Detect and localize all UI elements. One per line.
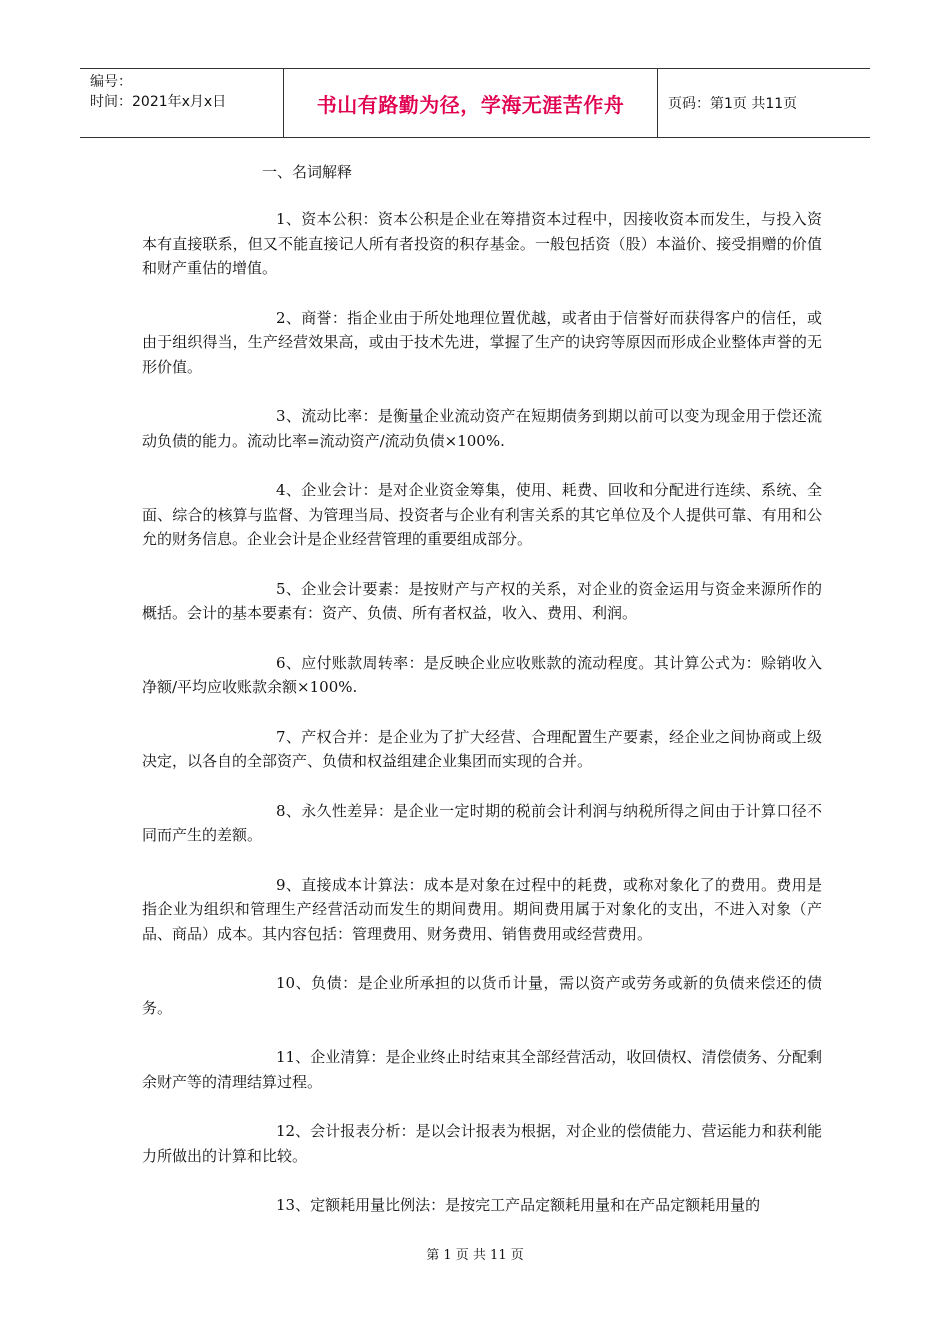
definition-paragraph: 5、企业会计要素：是按财产与产权的关系，对企业的资金运用与资金来源所作的概括。会计的基本要素有：资产、负债、所有者权益，收入、费用、利润。 bbox=[142, 579, 822, 622]
header-info-cell bbox=[80, 69, 284, 137]
definition-paragraph: 12、会计报表分析：是以会计报表为根据，对企业的偿债能力、营运能力和获利能力所做出的计算和比较。 bbox=[142, 1122, 822, 1165]
definition-paragraph: 3、流动比率：是衡量企业流动资产在短期债务到期以前可以变为现金用于偿还流动负债的能力。流动比率=流动资产/流动负债×100%. bbox=[142, 407, 822, 450]
definition-paragraph: 8、永久性差异：是企业一定时期的税前会计利润与纳税所得之间由于计算口径不同而产生的差额。 bbox=[142, 801, 822, 844]
definition-paragraph: 7、产权合并：是企业为了扩大经营、合理配置生产要素，经企业之间协商或上级决定，以各自的全部资产、负债和权益组建企业集团而实现的合并。 bbox=[142, 727, 822, 770]
motto-text: 书山有路勤为径，学海无涯苦作舟 bbox=[316, 92, 625, 117]
page-footer: 第 1 页 共 11 页 bbox=[426, 1248, 524, 1263]
document-date-label: 时间：2021年x月x日 bbox=[90, 94, 227, 110]
header-page-cell bbox=[658, 69, 870, 137]
definition-paragraph: 13、定额耗用量比例法：是按完工产品定额耗用量和在产品定额耗用量的 bbox=[276, 1196, 761, 1214]
document-number-label: 编号： bbox=[90, 74, 132, 90]
header-motto-cell bbox=[284, 69, 658, 137]
term-definitions-list bbox=[142, 207, 822, 1243]
definition-paragraph: 1、资本公积：资本公积是企业在筹措资本过程中，因接收资本而发生，与投入资本有直接联系，但又不能直接记人所有者投资的积存基金。一般包括资（股）本溢价、接受捐赠的价值和财产重估的增值。 bbox=[142, 210, 822, 277]
document-header bbox=[80, 68, 870, 138]
definition-paragraph: 2、商誉：指企业由于所处地理位置优越，或者由于信誉好而获得客户的信任，或由于组织得当，生产经营效果高，或由于技术先进，掌握了生产的诀窍等原因而形成企业整体声誉的无形价值。 bbox=[142, 308, 822, 376]
definition-paragraph: 11、企业清算：是企业终止时结束其全部经营活动，收回债权、清偿债务、分配剩余财产等的清理结算过程。 bbox=[142, 1048, 822, 1091]
header-page-number: 页码：第1页 共11页 bbox=[668, 96, 798, 112]
section-heading: 一、名词解释 bbox=[262, 163, 353, 181]
definition-paragraph: 10、负债：是企业所承担的以货币计量，需以资产或劳务或新的负债来偿还的债务。 bbox=[142, 974, 822, 1017]
definition-paragraph: 9、直接成本计算法：成本是对象在过程中的耗费，或称对象化了的费用。费用是指企业为组织和管理生产经营活动而发生的期间费用。期间费用属于对象化的支出，不进入对象（产品、商品）成本。其内容包括：管理费用、财务费用、销售费用或经营费用。 bbox=[142, 875, 822, 943]
definition-paragraph: 6、应付账款周转率：是反映企业应收账款的流动程度。其计算公式为：赊销收入净额/平均应收账款余额×100%. bbox=[142, 653, 822, 696]
definition-paragraph: 4、企业会计：是对企业资金筹集，使用、耗费、回收和分配进行连续、系统、全面、综合的核算与监督、为管理当局、投资者与企业有利害关系的其它单位及个人提供可靠、有用和公允的财务信息。企业会计是企业经营管理的重要组成部分。 bbox=[142, 481, 822, 548]
